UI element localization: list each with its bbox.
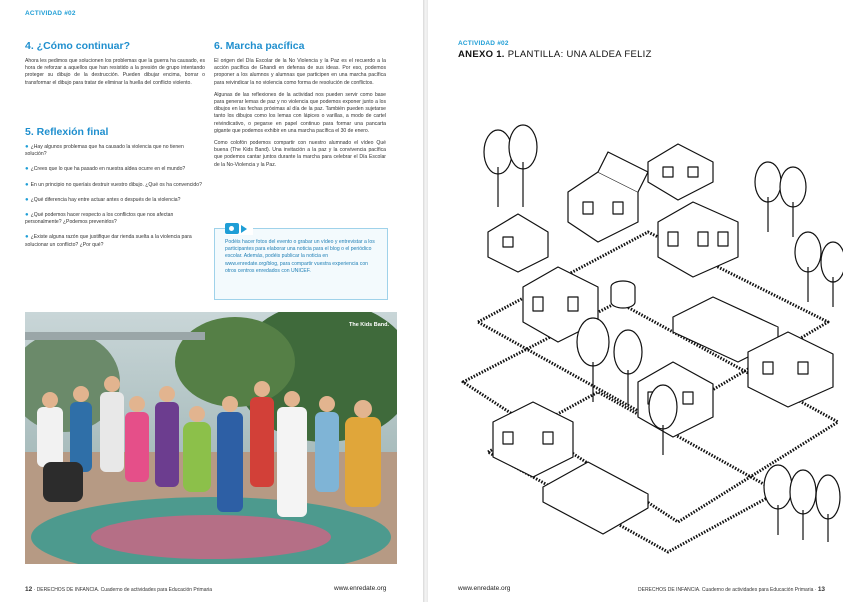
bullet-icon: ● xyxy=(25,196,29,203)
village-coloring-map xyxy=(448,122,843,554)
activity-tag: ACTIVIDAD #02 xyxy=(25,10,76,17)
play-arrow-icon xyxy=(241,225,247,233)
footer-url[interactable]: www.enredate.org xyxy=(334,585,387,592)
bullet-icon: ● xyxy=(25,181,29,188)
house xyxy=(568,152,648,242)
info-box xyxy=(214,228,388,300)
question-item: ● ¿Existe alguna razón que justifique dar rienda suelta a la violencia para solucionar un conflicto? ¿Por qué? xyxy=(25,234,192,248)
page-number: 13 xyxy=(817,586,826,593)
photo-caption: The Kids Band. xyxy=(348,322,389,328)
annex-title: ANEXO 1. PLANTILLA: UNA ALDEA FELIZ xyxy=(458,49,652,60)
section-4-text: Ahora les pedimos que solucionen los problemas que la guerra ha causado, es hora de reforzar a aquellos que han resistido a la presión de grupo intentando proteger su dibujo de la destrucción. Pueden dibujar encima, borrar o transformar el dibujo para tratar de eliminar la huella del conflicto violento. xyxy=(25,58,205,86)
info-text: Podéis hacer fotos del evento o grabar un vídeo y entrevistar a los participantes para elaborar una noticia para el blog o el periódico escolar. Además, podéis publicar la noticia en www.enredate.org/blog, para compartir vuestra experiencia con otros centros enredados con UNICEF. xyxy=(225,239,375,274)
right-page xyxy=(428,0,849,602)
reflection-questions xyxy=(25,144,205,257)
question-item: ● ¿Qué diferencia hay entre actuar antes o después de la violencia? xyxy=(25,196,181,203)
footer-url[interactable]: www.enredate.org xyxy=(458,585,511,592)
bullet-icon: ● xyxy=(25,212,29,219)
footer-text: DERECHOS DE INFANCIA. Cuaderno de actividades para Educación Primaria xyxy=(36,587,213,593)
footer-text: DERECHOS DE INFANCIA. Cuaderno de actividades para Educación Primaria xyxy=(638,587,814,593)
section-6-title: 6. Marcha pacífica xyxy=(214,40,305,52)
activity-tag: ACTIVIDAD #02 xyxy=(458,40,509,47)
question-item: ● ¿Qué podemos hacer respecto a los conflictos que nos afectan personalmente? ¿Podemos prevenirlos? xyxy=(25,212,174,226)
page-number: 12 xyxy=(25,586,33,593)
section-6-text: El origen del Día Escolar de la No Violencia y la Paz es el recuerdo a la acción pacífica de Ghandi en defensa de sus ideas. Por eso, podemos proponer a los alumnos y alumnas que participen en una marcha pacífica para reivindicar la no violencia como forma de resolución de conflictos. Algunas de las reflexiones de la actividad nos pueden servir como base para generar lemas de paz y no violencia que podemos exponer junto a los dibujos en las fechas próximas al día de la paz. También pueden sujetarse tanto los dibujos como los lemas con lápices o varillas, a modo de cartel reivindicativo, o pegarse en papel continuo para formar una pancarta gigante que podemos exhibir en una marcha pacífica el 30 de enero. Como colofón podemos compartir con nuestro alumnado el vídeo Qué buena (The Kids Band). Una invitación a la paz y la convivencia pacífica que podemos cantar juntos durante la marcha para celebrar el Día Escolar de la No-Violencia y la Paz. xyxy=(214,58,386,168)
bullet-icon: ● xyxy=(25,166,29,173)
question-item: ● ¿Hay algunos problemas que ha causado la violencia que no tienen solución? xyxy=(25,144,184,158)
video-camera-icon xyxy=(225,223,239,234)
section-5-title: 5. Reflexión final xyxy=(25,126,109,138)
question-item: ● En un principio no queríais destruir vuestro dibujo. ¿Qué os ha convencido? xyxy=(25,181,202,188)
question-item: ● ¿Crees que lo que ha pasado en nuestra aldea ocurre en el mundo? xyxy=(25,166,186,173)
bullet-icon: ● xyxy=(25,234,29,241)
left-page xyxy=(0,0,424,602)
kids-band-photo xyxy=(25,312,397,564)
photo-illustration xyxy=(25,312,397,564)
bullet-icon: ● xyxy=(25,144,29,150)
left-footer: 12 · DERECHOS DE INFANCIA. Cuaderno de actividades para Educación Primaria xyxy=(25,586,213,593)
section-4-title: 4. ¿Cómo continuar? xyxy=(25,40,130,52)
right-footer: DERECHOS DE INFANCIA. Cuaderno de actividades para Educación Primaria · 13 xyxy=(638,586,826,593)
